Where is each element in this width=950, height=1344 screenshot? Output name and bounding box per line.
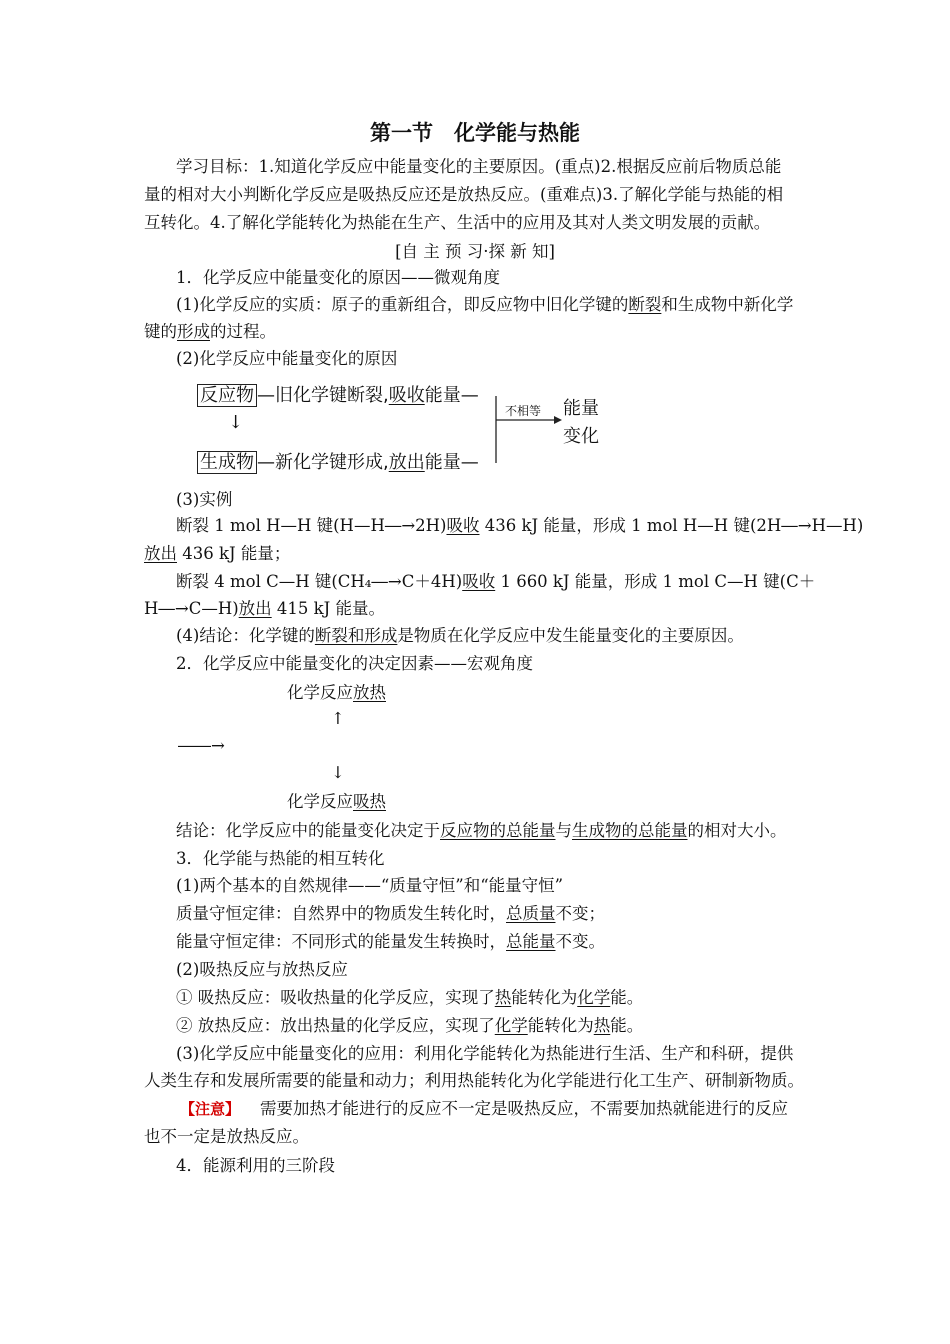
- section-3-heading: 3．化学能与热能的相互转化: [176, 849, 385, 868]
- blank-answer: 断裂和形成: [314, 626, 398, 645]
- blank-answer: 断裂: [628, 295, 662, 314]
- text: 需要加热才能进行的反应不一定是吸热反应，不需要加热就能进行的反应: [260, 1099, 789, 1118]
- down-arrow-icon: ↓: [331, 763, 345, 782]
- s3-paragraph-3-line-1: (3)化学反应中能量变化的应用：利用化学能转化为热能进行生活、生产和科研，提供: [176, 1044, 794, 1063]
- text: —新化学键形成,: [257, 452, 389, 473]
- objectives-line-2: 量的相对大小判断化学反应是吸热反应还是放热反应。(重难点)3.了解化学能与热能的相: [144, 185, 784, 204]
- text: ② 放热反应：放出热量的化学反应，实现了: [176, 1016, 495, 1035]
- result-label-1: 能量: [563, 398, 599, 419]
- blank-answer: 反应物的总能量: [440, 821, 556, 840]
- blank-answer: 放出: [144, 544, 177, 563]
- example-2-line-2: [144, 599, 385, 619]
- blank-answer: 热: [494, 988, 512, 1007]
- section-4-heading: 4．能源利用的三阶段: [176, 1156, 335, 1175]
- text: 断裂 1 mol H—H 键(H—H―→2H): [176, 516, 447, 535]
- blank-answer: 吸收: [388, 385, 425, 406]
- blank-answer: 化学: [577, 988, 611, 1007]
- text: (1)化学反应的实质：原子的重新组合，即反应物中旧化学键的: [176, 295, 629, 314]
- example-1-line-1: [176, 516, 863, 536]
- text: H―→C—H): [144, 599, 239, 618]
- s1-paragraph-1: [176, 295, 793, 315]
- text: 1 660 kJ 能量，形成 1 mol C—H 键(C＋: [495, 572, 816, 591]
- example-1-line-2: [144, 544, 290, 564]
- diagram-bottom-row: [197, 452, 479, 474]
- note-label: 【注意】: [180, 1100, 241, 1118]
- blank-answer: 生成物的总能量: [572, 821, 688, 840]
- text: 结论：化学反应中的能量变化决定于: [176, 821, 440, 840]
- blank-answer: 总质量: [506, 904, 556, 923]
- blank-answer: 吸收: [462, 572, 496, 591]
- section-1-heading: 1．化学反应中能量变化的原因——微观角度: [176, 268, 500, 287]
- s3-paragraph-1: (1)两个基本的自然规律——“质量守恒”和“能量守恒”: [176, 876, 564, 895]
- text: 能量—: [424, 385, 479, 406]
- blank-answer: 放出: [388, 452, 425, 473]
- text: 化学反应: [287, 792, 353, 811]
- blank-answer: 放出: [238, 599, 272, 618]
- blank-answer: 吸热: [353, 792, 386, 811]
- exothermic-label: [287, 683, 386, 703]
- text: 与: [555, 821, 572, 840]
- text: 能量—: [424, 452, 479, 473]
- result-label-2: 变化: [563, 426, 599, 447]
- blank-answer: 形成: [177, 322, 210, 341]
- endothermic-label: [287, 792, 386, 812]
- product-box: 生成物: [197, 451, 257, 474]
- text: 不变。: [555, 932, 605, 951]
- text: 化学反应: [287, 683, 353, 702]
- text: 的过程。: [210, 322, 276, 341]
- s1-paragraph-3: (3)实例: [176, 490, 233, 509]
- blank-answer: 放热: [353, 683, 386, 702]
- energy-conservation: [176, 932, 605, 952]
- mass-conservation: [176, 904, 605, 924]
- s1-conclusion: [176, 626, 744, 646]
- text: 能转化为: [527, 1016, 594, 1035]
- right-arrow-icon: ――→: [178, 736, 225, 755]
- s1-paragraph-2: (2)化学反应中能量变化的原因: [176, 349, 398, 368]
- s3-paragraph-2: (2)吸热反应与放热反应: [176, 960, 348, 979]
- text: 436 kJ 能量，形成 1 mol H—H 键(2H―→H—H): [479, 516, 864, 535]
- objectives-line-1: 学习目标：1.知道化学反应中能量变化的主要原因。(重点)2.根据反应前后物质总能: [176, 157, 782, 176]
- up-arrow-icon: ↑: [331, 709, 345, 728]
- text: 能。: [610, 1016, 644, 1035]
- text: 能。: [610, 988, 644, 1007]
- text: 不变；: [555, 904, 605, 923]
- page-title: 第一节 化学能与热能: [370, 121, 580, 145]
- text: 能转化为: [511, 988, 578, 1007]
- not-equal-label: 不相等: [505, 404, 542, 418]
- section-banner: [自 主 预 习·探 新 知]: [395, 242, 555, 261]
- text: 键的: [144, 322, 177, 341]
- blank-answer: 总能量: [506, 932, 556, 951]
- blank-answer: 热: [593, 1016, 611, 1035]
- text: 断裂 4 mol C—H 键(CH₄―→C＋4H): [176, 572, 463, 591]
- text: (4)结论：化学键的: [176, 626, 315, 645]
- note-line-2: 也不一定是放热反应。: [144, 1127, 309, 1146]
- note-line-1: [180, 1099, 788, 1119]
- objectives-line-3: 互转化。4.了解化学能转化为热能在生产、生活中的应用及其对人类文明发展的贡献。: [144, 213, 771, 232]
- reactant-box: 反应物: [197, 384, 257, 407]
- down-arrow-icon: ↓: [228, 412, 244, 433]
- exothermic-definition: [176, 1016, 643, 1036]
- example-2-line-1: [176, 572, 815, 592]
- text: 的相对大小。: [687, 821, 787, 840]
- s3-paragraph-3-line-2: 人类生存和发展所需要的能量和动力；利用热能转化为化学能进行化工生产、研制新物质。: [144, 1071, 804, 1090]
- endothermic-definition: [176, 988, 643, 1008]
- text: 415 kJ 能量。: [271, 599, 386, 618]
- text: 436 kJ 能量；: [177, 544, 291, 563]
- blank-answer: 吸收: [446, 516, 480, 535]
- diagram-top-row: [197, 385, 479, 407]
- text: —旧化学键断裂,: [257, 385, 389, 406]
- blank-answer: 化学: [494, 1016, 528, 1035]
- section-2-heading: 2．化学反应中能量变化的决定因素——宏观角度: [176, 654, 533, 673]
- s2-conclusion: [176, 821, 787, 841]
- text: ① 吸热反应：吸收热量的化学反应，实现了: [176, 988, 495, 1007]
- text: 能量守恒定律：不同形式的能量发生转换时，: [176, 932, 506, 951]
- text: 和生成物中新化学: [661, 295, 794, 314]
- text: 是物质在化学反应中发生能量变化的主要原因。: [397, 626, 744, 645]
- text: 质量守恒定律：自然界中的物质发生转化时，: [176, 904, 506, 923]
- s1-paragraph-1-cont: [144, 322, 276, 342]
